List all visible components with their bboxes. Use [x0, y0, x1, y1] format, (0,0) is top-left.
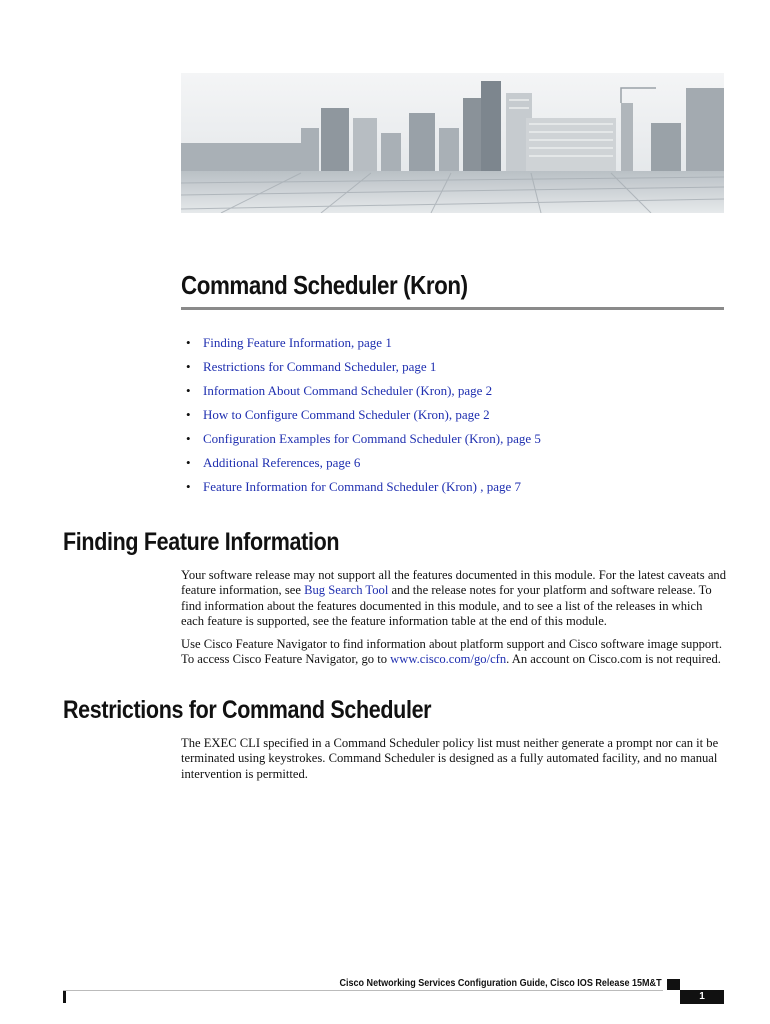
paragraph-text: . An account on Cisco.com is not required.	[506, 652, 721, 667]
toc-link-finding-feature-information[interactable]: Finding Feature Information, page 1	[203, 335, 392, 350]
restrictions-paragraph: The EXEC CLI specified in a Command Scheduler policy list must neither generate a prompt nor can it be terminated using keystrokes. Command Scheduler is designed as a fully automated facility, and no manual intervention is permitted.	[181, 736, 719, 781]
chapter-title: Command Scheduler (Kron)	[181, 270, 468, 300]
bullet-icon: •	[186, 383, 191, 398]
section-heading-restrictions: Restrictions for Command Scheduler	[63, 696, 432, 724]
footer-guide-title: Cisco Networking Services Configuration Guide, Cisco IOS Release 15M&T	[339, 977, 662, 989]
toc-link-restrictions[interactable]: Restrictions for Command Scheduler, page 1	[203, 359, 437, 374]
bullet-icon: •	[186, 479, 191, 494]
toc-item	[186, 407, 541, 431]
bullet-icon: •	[186, 335, 191, 350]
bullet-icon: •	[186, 455, 191, 470]
bullet-icon: •	[186, 407, 191, 422]
paragraph-text: Your software release may not support all the features documented in this module. For the latest caveats and feature information, see	[181, 568, 726, 598]
paragraph-text: Use Cisco Feature Navigator to find information about platform support and Cisco software image support. To access Cisco Feature Navigator, go to	[181, 637, 723, 667]
bullet-icon: •	[186, 431, 191, 446]
toc-link-configuration-examples[interactable]: Configuration Examples for Command Scheduler (Kron), page 5	[203, 431, 541, 446]
bug-search-tool-link[interactable]: Bug Search Tool	[304, 583, 389, 598]
cisco-feature-navigator-link[interactable]: www.cisco.com/go/cfn	[390, 652, 507, 667]
city-skyline-banner-image	[181, 73, 724, 213]
section-heading-finding-feature-information: Finding Feature Information	[63, 528, 340, 556]
finding-feature-paragraph-2	[181, 637, 726, 668]
toc-link-information-about[interactable]: Information About Command Scheduler (Kron), page 2	[203, 383, 493, 398]
paragraph-text: and the release notes for your platform and software release. To find information about the features documented in this module, and to see a list of the releases in which each feature is supported, see the feature information table at the end of this module.	[181, 583, 712, 628]
table-of-contents	[186, 335, 541, 503]
toc-item	[186, 383, 541, 407]
footer-rule	[63, 990, 663, 991]
toc-link-additional-references[interactable]: Additional References, page 6	[203, 455, 361, 470]
toc-item	[186, 455, 541, 479]
toc-item	[186, 479, 541, 503]
toc-link-how-to-configure[interactable]: How to Configure Command Scheduler (Kron), page 2	[203, 407, 490, 422]
bullet-icon: •	[186, 359, 191, 374]
title-rule	[181, 307, 724, 310]
toc-item	[186, 335, 541, 359]
toc-item	[186, 431, 541, 455]
toc-item	[186, 359, 541, 383]
footer-left-mark	[63, 991, 66, 1003]
finding-feature-paragraph-1	[181, 568, 726, 629]
footer-tab-mark	[667, 979, 680, 990]
toc-link-feature-information[interactable]: Feature Information for Command Scheduler (Kron) , page 7	[203, 479, 522, 494]
page-number: 1	[680, 990, 724, 1004]
